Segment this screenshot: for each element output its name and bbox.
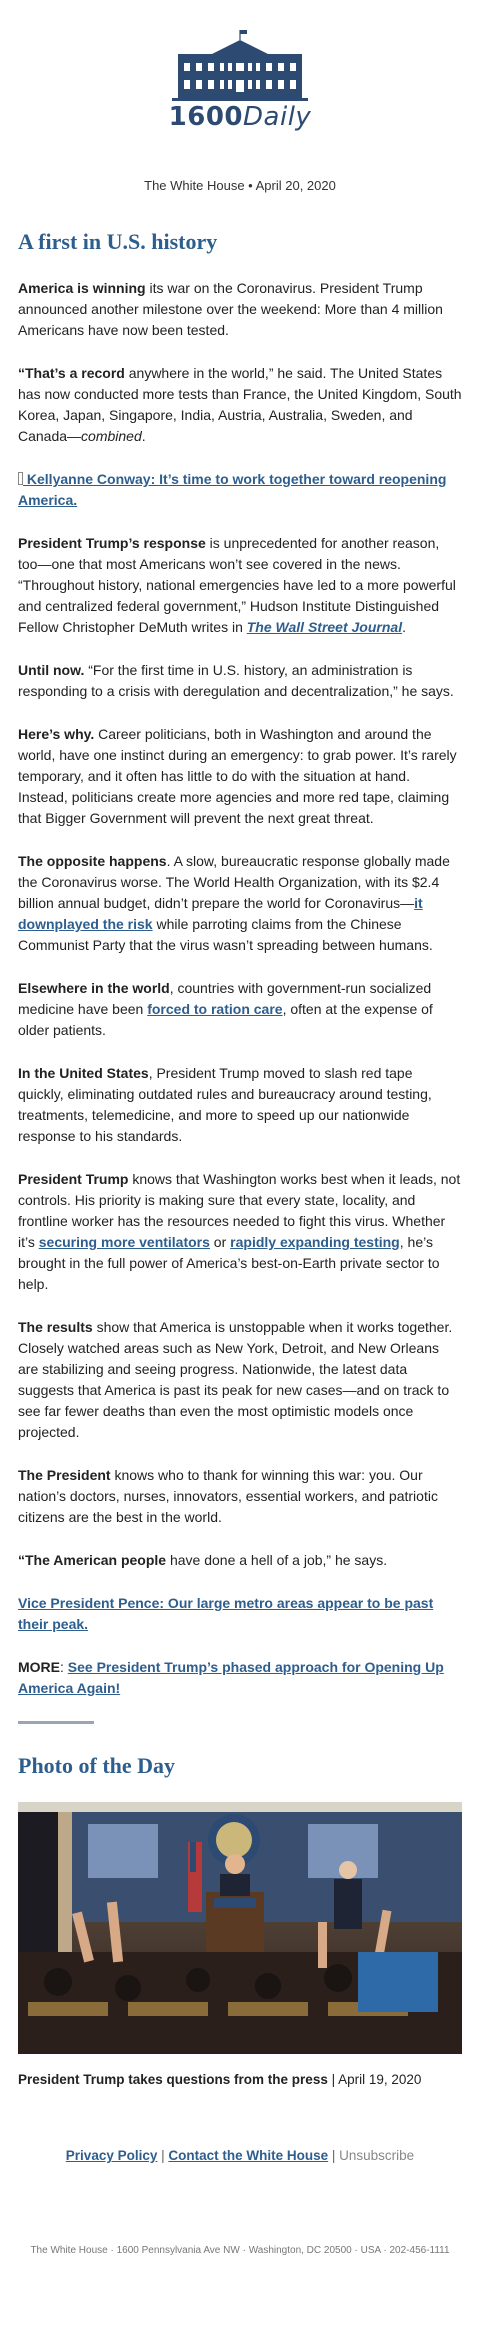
paragraph <box>18 363 462 447</box>
conway-link[interactable]: Kellyanne Conway: It’s time to work together toward reopening America. <box>18 471 447 508</box>
lead-text: In the United States <box>18 1065 149 1081</box>
body-text: its war on the Coronavirus. President Trump announced another milestone over the weekend: More than 4 million Americans have now been tested. <box>18 280 443 338</box>
body-text: . <box>141 428 146 444</box>
mailing-address: The White House · 1600 Pennsylvania Ave NW · Washington, DC 20500 · USA · 202-456-1111 <box>30 2245 450 2256</box>
ration-care-link[interactable]: forced to ration care <box>147 1001 283 1017</box>
unsubscribe-link[interactable]: Unsubscribe <box>339 2148 415 2163</box>
body-text: show that America is unstoppable when it works together. Closely watched areas such as New York, Detroit, and New Orleans are stabilizing and seeing progress. Nationwide, the latest data suggests that America is past its peak for new cases—and on track to see far fewer deaths than even the most optimistic models once projected. <box>18 1319 453 1440</box>
privacy-policy-link[interactable]: Privacy Policy <box>65 2148 158 2163</box>
testing-link[interactable]: rapidly expanding testing <box>230 1234 400 1250</box>
ventilators-link[interactable]: securing more ventilators <box>38 1234 210 1250</box>
paragraph <box>18 1317 462 1443</box>
lead-text: The results <box>18 1319 93 1335</box>
lead-text: Here’s why. <box>18 726 95 742</box>
paragraph <box>18 1465 462 1528</box>
body-text: anywhere in the world,” he said. The United States has now conducted more tests than France, the United Kingdom, South Korea, Japan, Singapore, India, Austria, Australia, Sweden, and Canada— <box>18 365 462 444</box>
lead-text: “The American people <box>18 1552 167 1568</box>
paragraph <box>18 660 462 702</box>
paragraph <box>18 978 462 1041</box>
brand-number: 1600 <box>168 102 244 132</box>
paragraph <box>18 1657 462 1699</box>
footer-separator: | <box>328 2148 340 2163</box>
paragraph <box>18 1169 462 1295</box>
email-content <box>18 228 462 2256</box>
body-text: knows who to thank for winning this war: you. Our nation’s doctors, nurses, innovators, essential workers, and patriotic citizens are the best in the world. <box>18 1467 438 1525</box>
lead-text: Until now. <box>18 662 85 678</box>
body-text: “For the first time in U.S. history, an administration is responding to a crisis with deregulation and decentralization,” he says. <box>18 662 454 699</box>
footer-separator: | <box>157 2148 169 2163</box>
photo-caption <box>18 2070 462 2090</box>
lead-text: Elsewhere in the world <box>18 980 170 996</box>
more-label: MORE <box>18 1659 60 1675</box>
pence-link[interactable]: Vice President Pence: Our large metro areas appear to be past their peak. <box>18 1595 434 1632</box>
lead-text: President Trump <box>18 1171 129 1187</box>
body-text: . <box>402 619 406 635</box>
body-text: Career politicians, both in Washington and around the world, have one instinct during an emergency: to grab power. It’s rarely temporary, and it often has little to do with the situation at hand. Instead, politicians create more agencies and more red tape, claiming that Bigger Government will prevent the next great threat. <box>18 726 457 826</box>
paragraph <box>18 278 462 341</box>
paragraph <box>18 533 462 638</box>
opening-up-america-link[interactable]: See President Trump’s phased approach for Opening Up America Again! <box>18 1659 444 1696</box>
photo-of-the-day <box>18 1802 462 2054</box>
dateline: The White House • April 20, 2020 <box>144 178 336 193</box>
paragraph <box>18 1550 462 1571</box>
body-text: , he’s brought in the full power of America’s best-on-Earth private sector to help. <box>18 1234 440 1292</box>
body-text: , often at the expense of older patients. <box>18 1001 433 1038</box>
brand-word: Daily <box>243 102 312 132</box>
lead-text: “That’s a record <box>18 365 125 381</box>
body-text: . A slow, bureaucratic response globally made the Coronavirus worse. The World Health Organization, with its $2.4 billion annual budget, didn’t prepare the world for Coronavirus— <box>18 853 450 911</box>
photo-section-title: Photo of the Day <box>18 1753 176 1778</box>
contact-link[interactable]: Contact the White House <box>168 2148 329 2163</box>
footer-links <box>18 2148 462 2163</box>
newsletter-brand <box>0 102 480 132</box>
body-text: while parroting claims from the Chinese Communist Party that the virus wasn’t spreading between humans. <box>18 916 433 953</box>
caption-lead: President Trump takes questions from the press <box>18 2072 328 2087</box>
section-title: A first in U.S. history <box>18 229 218 254</box>
body-text: have done a hell of a job,” he says. <box>166 1552 388 1568</box>
body-text: , countries with government-run socialized medicine have been <box>18 980 432 1017</box>
downplayed-risk-link[interactable]: it downplayed the risk <box>18 895 423 932</box>
section-divider <box>18 1721 94 1724</box>
paragraph <box>18 469 462 511</box>
paragraph <box>18 851 462 956</box>
italic-text: combined <box>81 428 142 444</box>
lead-text: The opposite happens <box>18 853 167 869</box>
lead-text: America is winning <box>18 280 146 296</box>
body-text: , President Trump moved to slash red tape quickly, eliminating outdated rules and bureaucracy around testing, treatments, telemedicine, and more to speed up our nationwide response to his standards. <box>18 1065 432 1144</box>
caption-date: | April 19, 2020 <box>327 2072 422 2087</box>
body-text: knows that Washington works best when it leads, not controls. His priority is making sure that every state, locality, and frontline worker has the resources needed to fight this virus. Whether it’s <box>18 1171 461 1250</box>
lead-text: The President <box>18 1467 111 1483</box>
paragraph <box>18 1063 462 1147</box>
body-text: is unprecedented for another reason, too—one that most Americans won’t see covered in the news. “Throughout history, national emergencies have led to a more powerful and centralized federal government,” Hudson Institute Distinguished Fellow Christopher DeMuth writes in <box>18 535 456 635</box>
body-text: or <box>209 1234 231 1250</box>
paragraph <box>18 1593 462 1635</box>
paragraph <box>18 724 462 829</box>
lead-text: President Trump’s response <box>18 535 206 551</box>
wsj-link[interactable]: The Wall Street Journal <box>246 619 403 635</box>
body-text: : <box>60 1659 68 1675</box>
